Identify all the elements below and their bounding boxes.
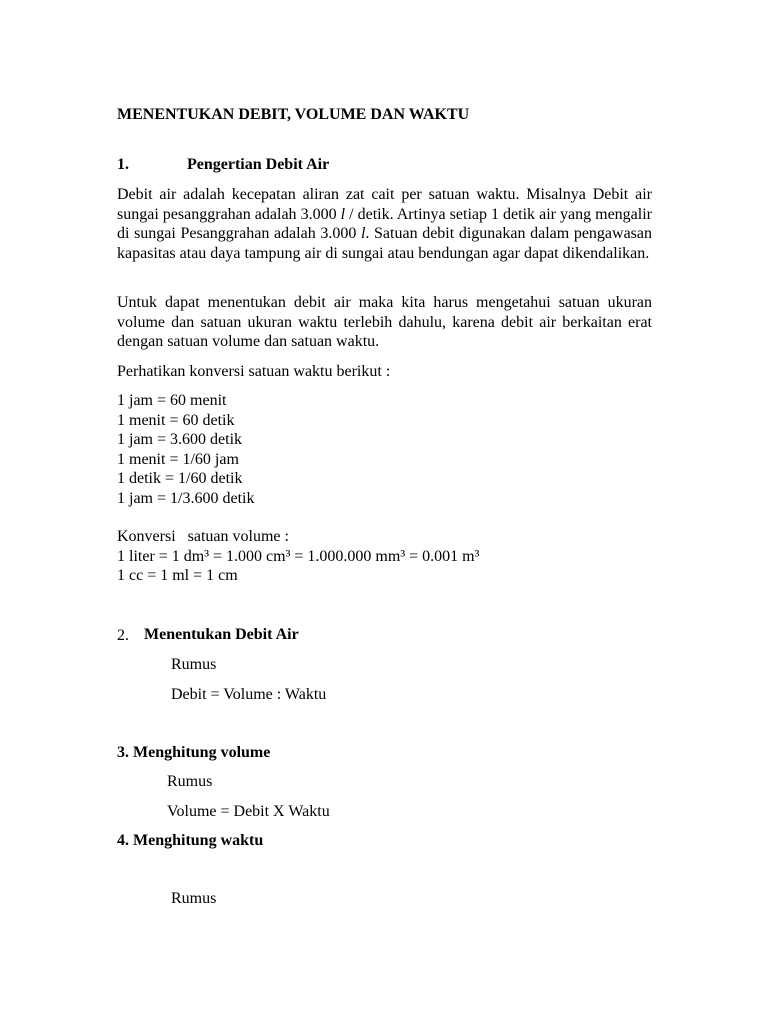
section-3-heading: 3. Menghitung volume <box>117 744 271 761</box>
section-4-rumus-label: Rumus <box>171 890 217 907</box>
list-item: 1 menit = 1/60 jam <box>117 450 239 468</box>
time-conversion-list <box>117 391 254 508</box>
volume-conversion-label: Konversi satuan volume : <box>117 528 289 545</box>
paragraph-debit-definition <box>117 185 652 263</box>
section-1-number: 1. <box>117 156 129 173</box>
paragraph-text: . Satuan debit digunakan dalam pengawasan kapasitas atau daya tampung air di sungai atau bendungan agar dapat dikendalikan. <box>117 225 652 262</box>
list-item: 1 liter = 1 dm³ = 1.000 cm³ = 1.000.000 mm³ = 0.001 m³ <box>117 547 480 565</box>
paragraph-text: Debit air adalah kecepatan aliran zat cait per satuan waktu. Misalnya Debit air sungai pesanggrahan adalah 3.000 <box>117 186 652 223</box>
section-1-heading: Pengertian Debit Air <box>187 156 330 173</box>
section-2-heading: Menentukan Debit Air <box>144 626 299 643</box>
volume-conversion-block <box>117 527 479 586</box>
document-title: MENENTUKAN DEBIT, VOLUME DAN WAKTU <box>117 106 470 123</box>
list-item: 1 cc = 1 ml = 1 cm <box>117 567 238 584</box>
section-4-heading: 4. Menghitung waktu <box>117 832 264 849</box>
unit-liter: l <box>360 225 366 242</box>
section-3-rumus-label: Rumus <box>167 773 213 790</box>
list-item: 1 jam = 60 menit <box>117 392 227 409</box>
paragraph-units-intro: Untuk dapat menentukan debit air maka kita harus mengetahui satuan ukuran volume dan satuan ukuran waktu terlebih dahulu, karena debit air berkaitan erat dengan satuan volume dan satuan waktu. <box>117 294 652 350</box>
section-3-formula: Volume = Debit X Waktu <box>167 803 330 820</box>
unit-liter: l <box>340 205 346 223</box>
paragraph-text: / detik. Artinya setiap 1 detik air yang mengalir di sungai Pesanggrahan adalah 3.000 <box>117 205 653 242</box>
section-2-rumus-label: Rumus <box>171 656 217 673</box>
list-item: 1 menit = 60 detik <box>117 411 235 429</box>
paragraph-time-intro: Perhatikan konversi satuan waktu berikut : <box>117 363 391 380</box>
section-2-number: 2. <box>117 627 129 644</box>
list-item: 1 jam = 1/3.600 detik <box>117 489 255 507</box>
list-item: 1 detik = 1/60 detik <box>117 470 243 487</box>
list-item: 1 jam = 3.600 detik <box>117 431 243 448</box>
section-2-formula: Debit = Volume : Waktu <box>171 686 327 703</box>
